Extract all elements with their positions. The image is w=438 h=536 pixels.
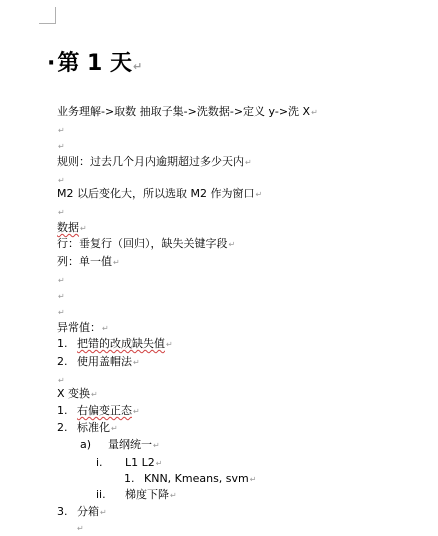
list-item-text: 把错的改成缺失值	[77, 337, 165, 350]
paragraph-mark: ↵	[155, 459, 163, 468]
list-item-text: 右偏变正态	[77, 404, 132, 417]
empty-paragraph	[57, 139, 65, 154]
paragraph-text: 行：垂复行（回归），缺失关键字段	[57, 237, 228, 250]
paragraph-mark: ↵	[58, 376, 65, 385]
list-item	[57, 505, 107, 520]
list-item	[124, 472, 256, 487]
paragraph-mark: ↵	[113, 258, 120, 267]
paragraph	[57, 187, 262, 202]
list-item-text: 分箱	[77, 505, 99, 518]
paragraph	[57, 155, 252, 170]
empty-paragraph	[57, 273, 65, 288]
paragraph-mark: ↵	[91, 390, 98, 399]
paragraph-mark: ↵	[170, 491, 177, 500]
list-item	[57, 421, 118, 436]
paragraph-text: 规则：过去几个月内逾期超过多少天内	[57, 155, 244, 168]
empty-paragraph	[57, 289, 65, 304]
list-number: 2.	[57, 355, 68, 368]
paragraph-mark: ↵	[166, 340, 173, 349]
paragraph-mark: ↵	[58, 142, 65, 151]
paragraph-mark: ↵	[255, 190, 263, 199]
heading-text: 第 1 天	[57, 51, 132, 76]
paragraph-text: X 变换	[57, 387, 91, 400]
list-item	[96, 488, 177, 503]
empty-paragraph	[57, 373, 65, 388]
heading-day-1	[47, 50, 142, 81]
paragraph-mark: ↵	[249, 475, 257, 484]
list-item	[57, 337, 173, 352]
list-item	[80, 438, 160, 453]
paragraph	[57, 237, 235, 252]
paragraph	[57, 321, 109, 336]
paragraph-mark: ↵	[77, 524, 84, 533]
empty-paragraph	[57, 205, 65, 220]
paragraph-mark: ↵	[58, 308, 65, 317]
paragraph-mark: ↵	[245, 158, 252, 167]
list-item-text: 标准化	[77, 421, 110, 434]
paragraph-mark: ↵	[58, 176, 65, 185]
paragraph-mark: ↵	[311, 108, 318, 117]
paragraph	[57, 105, 318, 120]
list-item-text: KNN, Kmeans, svm	[144, 472, 249, 485]
paragraph-mark: ↵	[102, 324, 109, 333]
paragraph-mark: ↵	[153, 441, 160, 450]
paragraph-mark: ↵	[228, 240, 236, 249]
list-item	[57, 404, 140, 419]
paragraph-mark: ↵	[133, 407, 140, 416]
list-number: 2.	[57, 421, 68, 434]
empty-paragraph	[57, 123, 65, 138]
list-number: 1.	[57, 337, 68, 350]
list-number: i.	[96, 456, 103, 469]
paragraph-mark: ↵	[58, 292, 65, 301]
paragraph-mark: ↵	[58, 126, 65, 135]
list-item-text: L1 L2	[125, 456, 155, 469]
paragraph	[57, 221, 87, 236]
paragraph	[57, 255, 120, 270]
list-number: a)	[80, 438, 92, 451]
list-item	[57, 355, 140, 370]
empty-paragraph	[57, 173, 65, 188]
list-item-text: 使用盖帽法	[77, 355, 132, 368]
paragraph-text: 列：单一值	[57, 255, 112, 268]
list-item	[96, 456, 162, 471]
paragraph-text: 业务理解->取数 抽取子集->洗数据->定义 y->洗 X	[57, 105, 311, 118]
paragraph-mark: ↵	[133, 60, 143, 73]
paragraph-mark: ↵	[80, 224, 87, 233]
list-number: 1.	[124, 472, 135, 485]
paragraph	[57, 387, 98, 402]
paragraph-mark: ↵	[111, 424, 118, 433]
paragraph-mark: ↵	[58, 208, 65, 217]
list-number: 3.	[57, 505, 68, 518]
list-item-text: 量纲统一	[108, 438, 152, 451]
paragraph-mark: ↵	[100, 508, 107, 517]
paragraph-text: 数据	[57, 221, 79, 234]
paragraph-mark: ↵	[133, 358, 140, 367]
paragraph-mark: ↵	[58, 276, 65, 285]
page-margin-corner-mark	[39, 7, 56, 24]
heading-bullet: ·	[47, 51, 56, 76]
list-number: ii.	[96, 488, 106, 501]
list-number: 1.	[57, 404, 68, 417]
list-item-text: 梯度下降	[125, 488, 169, 501]
empty-paragraph	[57, 305, 65, 320]
paragraph-text: 异常值：	[57, 321, 101, 334]
paragraph-text: M2 以后变化大，所以选取 M2 作为窗口	[57, 187, 255, 200]
